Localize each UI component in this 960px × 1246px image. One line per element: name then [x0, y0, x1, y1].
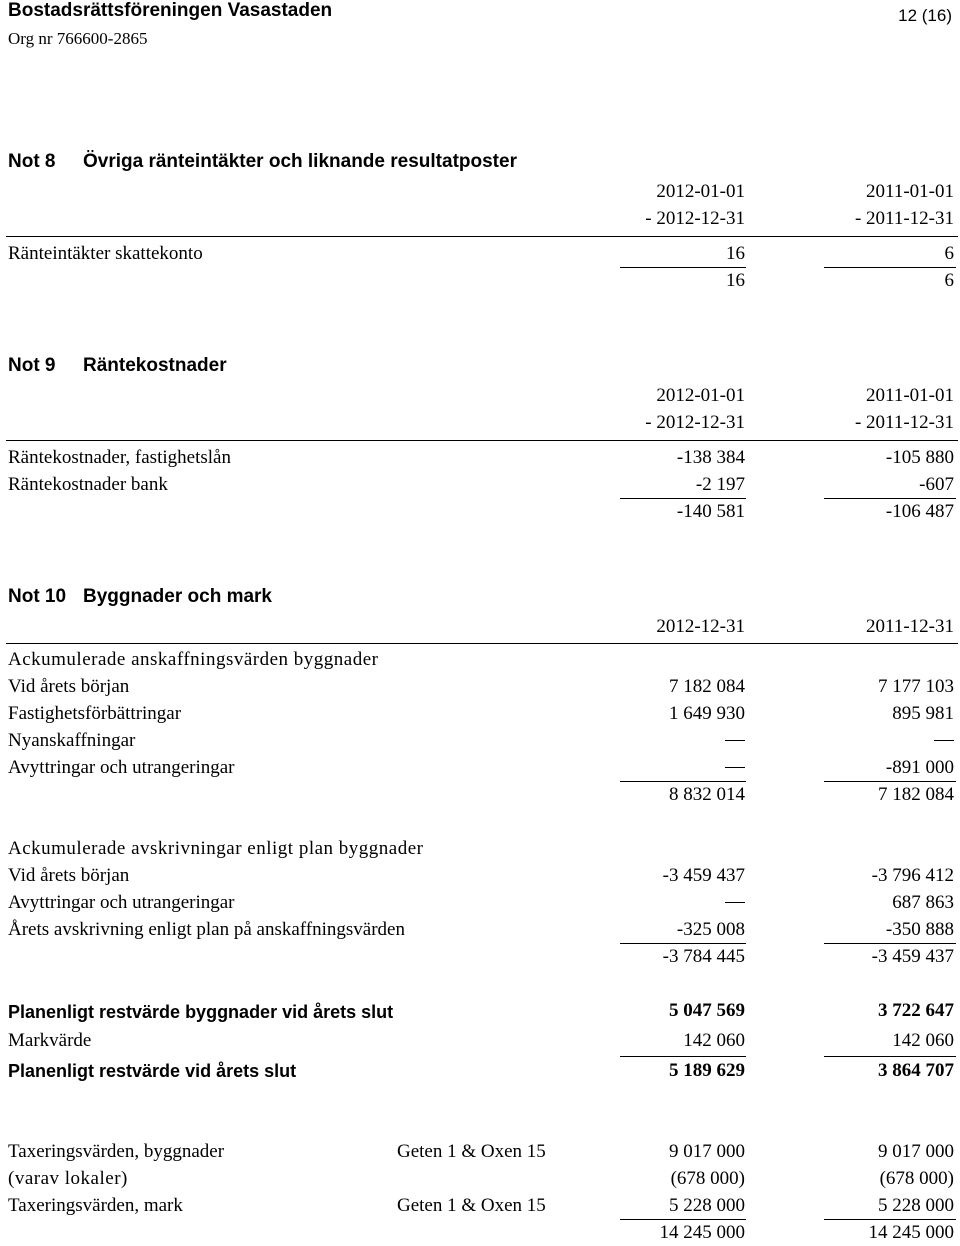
- note10-divider: [6, 643, 958, 644]
- note8-sum-rule-2: [824, 267, 956, 268]
- note8-sum-rule-1: [620, 267, 746, 268]
- depreciation-row-label: Avyttringar och utrangeringar: [8, 892, 235, 913]
- note8-row-value-2011: 6: [944, 243, 954, 264]
- note9-total-2011: -106 487: [885, 501, 954, 522]
- note8-total-2012: 16: [726, 270, 745, 291]
- acquisition-sum-rule-2: [824, 781, 956, 782]
- depreciation-sum-rule-2: [824, 943, 956, 944]
- note9-row-value-2011: -607: [919, 474, 954, 495]
- depreciation-row-value-2012: -325 008: [676, 919, 745, 940]
- tax-row-property: Geten 1 & Oxen 15: [397, 1195, 546, 1216]
- tax-row-label: Taxeringsvärden, mark: [8, 1195, 183, 1216]
- note8-title: Övriga ränteintäkter och liknande resultatposter: [83, 151, 517, 172]
- residual-value-label: Planenligt restvärde byggnader vid årets slut: [8, 1002, 394, 1022]
- acquisition-row-value-2011: 895 981: [892, 703, 954, 724]
- acquisition-total-2012: 8 832 014: [669, 784, 745, 805]
- depreciation-row-value-2011: -350 888: [885, 919, 954, 940]
- acquisition-row-dash-2012: [725, 730, 745, 752]
- note10-number: Not 10: [8, 586, 67, 607]
- land-value-label: Markvärde: [8, 1030, 92, 1051]
- acquisition-row-label: Vid årets början: [8, 676, 130, 697]
- land-value-2011: 142 060: [892, 1030, 954, 1051]
- note8-divider: [6, 236, 958, 237]
- page-number: 12 (16): [898, 6, 952, 25]
- tax-row-label: (varav lokaler): [8, 1168, 128, 1189]
- acquisition-total-2011: 7 182 084: [878, 784, 954, 805]
- tax-sum-rule-2: [824, 1219, 956, 1220]
- acquisition-row-value-2012: 7 182 084: [669, 676, 745, 697]
- depreciation-sum-rule-1: [620, 943, 746, 944]
- association-name: Bostadsrättsföreningen Vasastaden: [8, 0, 333, 21]
- note8-period1-end: - 2012-12-31: [645, 208, 745, 229]
- note9-number: Not 9: [8, 355, 56, 376]
- acquisition-heading: Ackumulerade anskaffningsvärden byggnader: [8, 649, 379, 670]
- acquisition-row-label: Fastighetsförbättringar: [8, 703, 182, 724]
- total-residual-2012: 5 189 629: [669, 1060, 745, 1081]
- note9-period1-end: - 2012-12-31: [645, 412, 745, 433]
- depreciation-heading: Ackumulerade avskrivningar enligt plan byggnader: [8, 838, 424, 859]
- acquisition-row-label: Avyttringar och utrangeringar: [8, 757, 235, 778]
- note9-period1-start: 2012-01-01: [656, 385, 745, 406]
- tax-total-2012: 14 245 000: [659, 1222, 745, 1243]
- note9-period2-start: 2011-01-01: [866, 385, 954, 406]
- note9-title: Räntekostnader: [83, 355, 227, 376]
- tax-sum-rule-1: [620, 1219, 746, 1220]
- note8-period1-start: 2012-01-01: [656, 181, 745, 202]
- residual-value-2012: 5 047 569: [669, 1000, 745, 1021]
- depreciation-total-2011: -3 459 437: [871, 946, 954, 967]
- depreciation-row-value-2011: -3 796 412: [871, 865, 954, 886]
- depreciation-total-2012: -3 784 445: [662, 946, 745, 967]
- tax-row-value-2011: (678 000): [879, 1168, 954, 1189]
- note9-row-value-2012: -2 197: [695, 474, 745, 495]
- depreciation-row-value-2012: -3 459 437: [662, 865, 745, 886]
- acquisition-row-value-2012: 1 649 930: [669, 703, 745, 724]
- note9-row-label: Räntekostnader bank: [8, 474, 168, 495]
- acquisition-row-dash-2011: [934, 730, 954, 752]
- note8-number: Not 8: [8, 151, 56, 172]
- note9-sum-rule-2: [824, 498, 956, 499]
- tax-row-property: Geten 1 & Oxen 15: [397, 1141, 546, 1162]
- acquisition-row-label: Nyanskaffningar: [8, 730, 136, 751]
- tax-row-value-2012: 9 017 000: [669, 1141, 745, 1162]
- depreciation-row-dash-2012: [725, 892, 745, 914]
- note8-row-label: Ränteintäkter skattekonto: [8, 243, 203, 264]
- tax-row-value-2011: 5 228 000: [878, 1195, 954, 1216]
- note8-period2-start: 2011-01-01: [866, 181, 954, 202]
- residual-sum-rule-1: [620, 1056, 746, 1057]
- depreciation-row-label: Årets avskrivning enligt plan på anskaffningsvärden: [8, 919, 405, 940]
- note9-row-value-2012: -138 384: [676, 447, 745, 468]
- tax-total-2011: 14 245 000: [868, 1222, 954, 1243]
- note9-row-label: Räntekostnader, fastighetslån: [8, 447, 231, 468]
- total-residual-2011: 3 864 707: [878, 1060, 954, 1081]
- residual-sum-rule-2: [824, 1056, 956, 1057]
- tax-row-value-2012: (678 000): [670, 1168, 745, 1189]
- note9-period2-end: - 2011-12-31: [854, 412, 954, 433]
- depreciation-row-value-2011: 687 863: [892, 892, 954, 913]
- tax-row-label: Taxeringsvärden, byggnader: [8, 1141, 225, 1162]
- residual-value-2011: 3 722 647: [878, 1000, 954, 1021]
- note9-total-2012: -140 581: [676, 501, 745, 522]
- org-number: Org nr 766600-2865: [8, 29, 148, 48]
- land-value-2012: 142 060: [683, 1030, 745, 1051]
- note9-sum-rule-1: [620, 498, 746, 499]
- acquisition-sum-rule-1: [620, 781, 746, 782]
- note10-date-2012: 2012-12-31: [656, 616, 745, 637]
- tax-row-value-2012: 5 228 000: [669, 1195, 745, 1216]
- note10-title: Byggnader och mark: [83, 586, 272, 607]
- acquisition-row-dash-2012: [725, 757, 745, 779]
- note9-divider: [6, 440, 958, 441]
- note8-total-2011: 6: [944, 270, 954, 291]
- acquisition-row-value-2011: -891 000: [885, 757, 954, 778]
- note9-row-value-2011: -105 880: [885, 447, 954, 468]
- total-residual-label: Planenligt restvärde vid årets slut: [8, 1061, 297, 1081]
- tax-row-value-2011: 9 017 000: [878, 1141, 954, 1162]
- note8-period2-end: - 2011-12-31: [854, 208, 954, 229]
- depreciation-row-label: Vid årets början: [8, 865, 130, 886]
- acquisition-row-value-2011: 7 177 103: [878, 676, 954, 697]
- note10-date-2011: 2011-12-31: [866, 616, 954, 637]
- note8-row-value-2012: 16: [726, 243, 745, 264]
